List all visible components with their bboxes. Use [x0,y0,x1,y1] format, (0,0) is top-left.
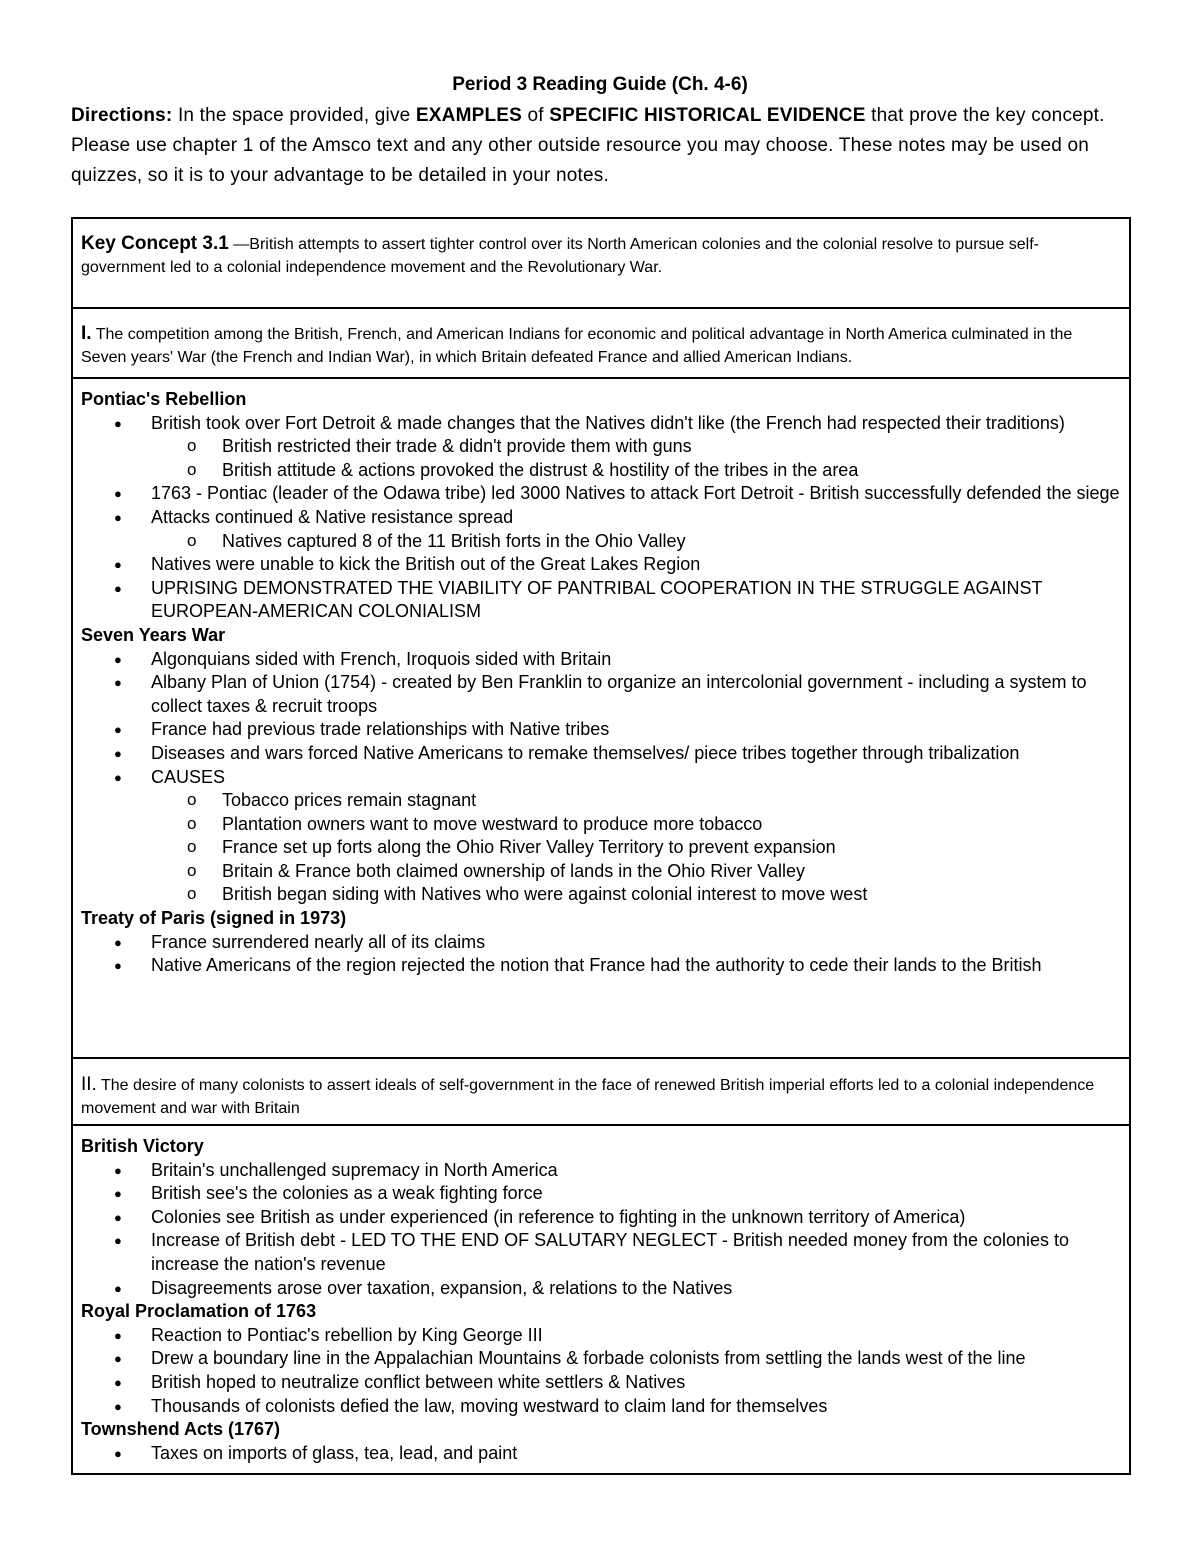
royal-proclamation-heading: Royal Proclamation of 1763 [81,1301,317,1322]
list-item: ● Reaction to Pontiac's rebellion by King George III [81,1324,1121,1348]
page-title: Period 3 Reading Guide (Ch. 4-6) [452,74,748,95]
section-2-cell [73,1059,1129,1126]
list-item: ● 1763 - Pontiac (leader of the Odawa tribe) led 3000 Natives to attack Fort Detroit - British successfully defended the siege [81,482,1121,506]
list-item [81,506,1121,553]
list-item: ● British see's the colonies as a weak fighting force [81,1182,1121,1206]
sub-list-item: o British began siding with Natives who were against colonial interest to move west [151,883,1121,907]
section-1-cell [73,309,1129,379]
directions-label: Directions: [71,105,173,126]
sub-list-item: o Tobacco prices remain stagnant [151,789,1121,813]
section-2-text: The desire of many colonists to assert ideals of self-government in the face of renewed British imperial efforts led to a colonial independence movement and war with Britain [81,1077,1095,1117]
townshend-acts-list [81,1442,1121,1466]
list-item: ● Colonies see British as under experienced (in reference to fighting in the unknown territory of America) [81,1206,1121,1230]
sub-list-item: o Plantation owners want to move westward to produce more tobacco [151,813,1121,837]
list-item: ● Disagreements arose over taxation, expansion, & relations to the Natives [81,1277,1121,1301]
list-item: ● Algonquians sided with French, Iroquois sided with Britain [81,648,1121,672]
pontiac-heading: Pontiac's Rebellion [81,389,247,409]
directions-text-2: of [527,105,544,126]
list-item [81,412,1121,483]
list-item-text: CAUSES [151,766,226,787]
directions-emphasis-evidence: SPECIFIC HISTORICAL EVIDENCE [549,105,866,126]
list-item: ● Albany Plan of Union (1754) - created by Ben Franklin to organize an intercolonial government - including a system to collect taxes & recruit troops [81,671,1121,718]
townshend-acts-heading: Townshend Acts (1767) [81,1419,281,1440]
sub-list-item: o France set up forts along the Ohio River Valley Territory to prevent expansion [151,836,1121,860]
key-concept-text: —British attempts to assert tighter control over its North American colonies and the colonial resolve to pursue self-government led to a colonial independence movement and the Revolutionary War. [81,236,1039,276]
list-item: ● Increase of British debt - LED TO THE END OF SALUTARY NEGLECT - British needed money from the colonies to increase the nation's revenue [81,1229,1121,1276]
list-item-text: British took over Fort Detroit & made changes that the Natives didn't like (the French had respected their traditions) [151,412,1065,433]
list-item: ● Native Americans of the region rejected the notion that France had the authority to cede their lands to the British [81,954,1121,978]
section-1-text: The competition among the British, French, and American Indians for economic and political advantage in North America culminated in the Seven years' War (the French and Indian War), in which Britain defeated France and allied American Indians. [81,326,1073,366]
directions-text-1: In the space provided, give [177,105,411,126]
treaty-of-paris-heading: Treaty of Paris (signed in 1973) [81,908,347,929]
reading-guide-table [71,217,1131,1475]
list-item: ● UPRISING DEMONSTRATED THE VIABILITY OF PANTRIBAL COOPERATION IN THE STRUGGLE AGAINST EUROPEAN-AMERICAN COLONIALISM [81,577,1121,624]
list-item: ● Natives were unable to kick the British out of the Great Lakes Region [81,553,1121,577]
list-item: ● British hoped to neutralize conflict between white settlers & Natives [81,1371,1121,1395]
list-item: ● Britain's unchallenged supremacy in North America [81,1159,1121,1183]
sub-list-item: o Natives captured 8 of the 11 British forts in the Ohio Valley [151,530,1121,554]
directions-paragraph [71,101,1131,191]
evidence-2-cell [73,1126,1129,1473]
list-item-text: Attacks continued & Native resistance spread [151,506,514,527]
list-item: ● Diseases and wars forced Native Americans to remake themselves/ piece tribes together through tribalization [81,742,1121,766]
directions-text-3: that prove the key concept. Please use chapter 1 of the Amsco text and any other outside resource you may choose. These notes may be used on quizzes, so it is to your advantage to be detailed in your notes. [71,105,1105,186]
list-item: ● Taxes on imports of glass, tea, lead, and paint [81,1442,1121,1466]
key-concept-label: Key Concept 3.1 [81,233,229,254]
sub-list [151,789,1121,907]
sub-list-item: o British restricted their trade & didn't provide them with guns [151,435,1121,459]
british-victory-list [81,1159,1121,1301]
list-item [81,766,1121,908]
treaty-of-paris-list [81,931,1121,978]
directions-emphasis-examples: EXAMPLES [415,105,523,126]
list-item: ● France surrendered nearly all of its claims [81,931,1121,955]
seven-years-war-heading: Seven Years War [81,624,226,645]
list-item: ● Thousands of colonists defied the law, moving westward to claim land for themselves [81,1395,1121,1419]
sub-list [151,530,1121,554]
seven-years-war-list [81,648,1121,908]
sub-list-item: o British attitude & actions provoked the distrust & hostility of the tribes in the area [151,459,1121,483]
list-item: ● France had previous trade relationships with Native tribes [81,718,1121,742]
pontiac-list [81,412,1121,624]
key-concept-cell [73,219,1129,309]
list-item: ● Drew a boundary line in the Appalachian Mountains & forbade colonists from settling the lands west of the line [81,1347,1121,1371]
royal-proclamation-list [81,1324,1121,1418]
evidence-1-cell [73,379,1129,1059]
section-1-number: I. [81,323,92,344]
sub-list [151,435,1121,482]
section-2-number: II. [81,1074,97,1095]
british-victory-heading: British Victory [81,1136,204,1156]
sub-list-item: o Britain & France both claimed ownership of lands in the Ohio River Valley [151,860,1121,884]
